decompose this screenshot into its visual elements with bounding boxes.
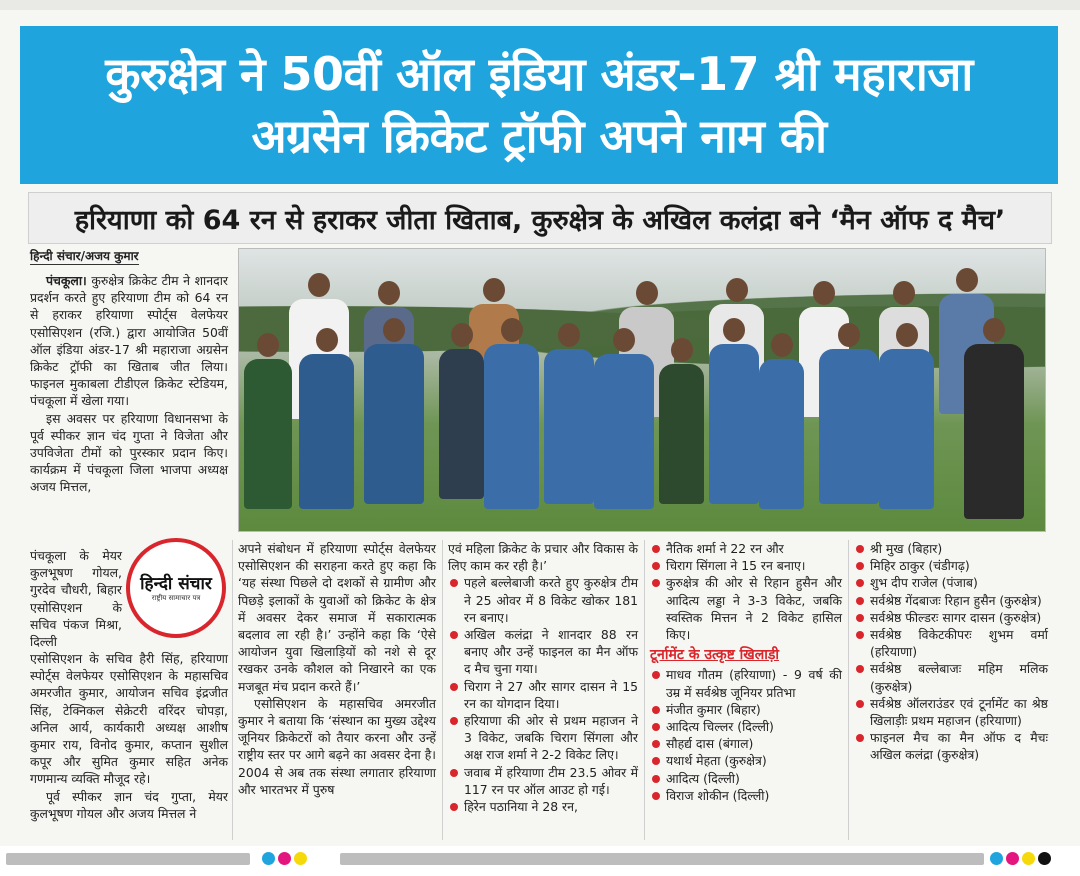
- hindi-sanchar-logo: [126, 538, 226, 638]
- player-figure: [659, 364, 704, 504]
- award-bullet: सर्वश्रेष्ठ ऑलराउंडर एवं टूर्नामेंट का श्रेष्ठ खिलाड़ीः प्रथम महाजन (हरियाणा): [854, 695, 1048, 729]
- player-figure: [759, 359, 804, 509]
- stat-bullet: हरियाणा की ओर से प्रथम महाजन ने 3 विकेट, जबकि चिराग सिंगला और अक्ष राज शर्मा ने 2-2 विकेट लिए।: [448, 712, 638, 764]
- indicator-dot[interactable]: [1038, 852, 1051, 865]
- player-figure: [594, 354, 654, 509]
- stat-bullet: हिरेन पठानिया ने 28 रन,: [448, 798, 638, 815]
- indicator-dot[interactable]: [278, 852, 291, 865]
- indicator-dot[interactable]: [1022, 852, 1035, 865]
- top-players-heading: टूर्नामेंट के उत्कृष्ट खिलाड़ी: [650, 647, 779, 664]
- stat-bullet: कुरुक्षेत्र की ओर से रिहान हुसैन और आदित्य लड्डा ने 3-3 विकेट, जबकि स्वस्तिक मित्तन ने 2 विकेट हासिल किए।: [650, 574, 842, 643]
- player-figure: [879, 349, 934, 509]
- indicator-dot[interactable]: [262, 852, 275, 865]
- award-bullet: शुभ दीप राजेल (पंजाब): [854, 574, 1048, 591]
- award-bullet: श्री मुख (बिहार): [854, 540, 1048, 557]
- player-figure: [364, 344, 424, 504]
- player-figure: [819, 349, 879, 504]
- stat-bullet: चिराग ने 27 और सागर दासन ने 15 रन का योगदान दिया।: [448, 678, 638, 712]
- paragraph-4: पूर्व स्पीकर ज्ञान चंद गुप्ता, मेयर कुलभूषण गोयल और अजय मित्तल ने: [30, 788, 228, 821]
- column-1-upper: [30, 272, 228, 496]
- headline-line-2: अग्रसेन क्रिकेट ट्रॉफी अपने नाम की: [251, 109, 827, 163]
- subheadline-box: [28, 192, 1052, 244]
- player-figure: [544, 349, 594, 504]
- column-2: [238, 540, 436, 798]
- player-bullet: आदित्य चिल्लर (दिल्ली): [650, 718, 842, 735]
- stat-bullet: चिराग सिंगला ने 15 रन बनाए।: [650, 557, 842, 574]
- page-scrollbar-right[interactable]: [340, 853, 984, 865]
- paragraph-1: [30, 272, 228, 410]
- column-divider: [644, 540, 645, 840]
- indicator-dot[interactable]: [1006, 852, 1019, 865]
- column-divider: [848, 540, 849, 840]
- award-bullet: मिहिर ठाकुर (चंडीगढ़): [854, 557, 1048, 574]
- player-bullet: मंजीत कुमार (बिहार): [650, 701, 842, 718]
- column-3: [448, 540, 638, 815]
- column-3-intro: एवं महिला क्रिकेट के प्रचार और विकास के लिए काम कर रही है।’: [448, 541, 638, 574]
- player-bullet: माधव गौतम (हरियाणा) - 9 वर्ष की उम्र में सर्वश्रेष्ठ जूनियर प्रतिभा: [650, 666, 842, 700]
- logo-name: हिन्दी संचार: [140, 573, 212, 594]
- indicator-dot[interactable]: [294, 852, 307, 865]
- headline-banner: [20, 26, 1058, 184]
- award-bullet: सर्वश्रेष्ठ गेंदबाजः रिहान हुसैन (कुरुक्षेत्र): [854, 592, 1048, 609]
- byline: हिन्दी संचार/अजय कुमार: [30, 249, 139, 263]
- stat-bullet: अखिल कलंद्रा ने शानदार 88 रन बनाए और उन्हें फाइनल का मैन ऑफ द मैच चुना गया।: [448, 626, 638, 678]
- stat-bullet: पहले बल्लेबाजी करते हुए कुरुक्षेत्र टीम ने 25 ओवर में 8 विकेट खोकर 181 रन बनाए।: [448, 574, 638, 626]
- column-1-beside-logo: [30, 547, 122, 650]
- previous-article-strip: [0, 0, 1080, 10]
- column-2-paragraph-2: एसोसिएशन के महासचिव अमरजीत कुमार ने बताया कि ‘संस्थान का मुख्य उद्देश्य जूनियर क्रिकेटरों को तैयार करना और उन्हें राष्ट्रीय स्तर पर आगे बढ़ने का अवसर देना है। 2004 से अब तक संस्था लगातार हरियाणा और भारतभर में पुरुष: [238, 695, 436, 797]
- page-indicator-dots-right[interactable]: [990, 852, 1051, 865]
- player-bullet: यथार्थ मेहता (कुरुक्षेत्र): [650, 752, 842, 769]
- column-1-lower: [30, 650, 228, 822]
- page-scrollbar-left[interactable]: [6, 853, 250, 865]
- player-figure: [244, 359, 292, 509]
- stat-bullet: नैतिक शर्मा ने 22 रन और: [650, 540, 842, 557]
- page-indicator-dots-left[interactable]: [262, 852, 307, 865]
- column-divider: [232, 540, 233, 840]
- player-figure: [299, 354, 354, 509]
- player-figure: [439, 349, 484, 499]
- award-bullet: फाइनल मैच का मैन ऑफ द मैचः अखिल कलंद्रा (कुरुक्षेत्र): [854, 729, 1048, 763]
- column-5: [854, 540, 1048, 764]
- award-bullet: सर्वश्रेष्ठ विकेटकीपरः शुभम वर्मा (हरियाणा): [854, 626, 1048, 660]
- paragraph-3b: एसोसिएशन के सचिव हैरी सिंह, हरियाणा स्पोर्ट्स वेलफेयर एसोसिएशन के महासचिव अमरजीत कुमार, आयोजन सचिव इंद्रजीत सिंह, टेक्निकल सेक्रेटरी वरिंदर चोपड़ा, अनिल आर्य, कार्यकारी अध्यक्ष आशीष कुमार राय, विनोद कुमार, कप्तान सुशील कपूर और सुमित कुमार सहित अनेक गणमान्य व्यक्ति मौजूद रहे।: [30, 651, 228, 787]
- dateline: पंचकूला।: [46, 273, 87, 288]
- award-bullet: सर्वश्रेष्ठ फील्डरः सागर दासन (कुरुक्षेत्र): [854, 609, 1048, 626]
- logo-tagline: राष्ट्रीय सामाचार पत्र: [151, 593, 201, 602]
- team-photo: [238, 248, 1046, 532]
- column-4: [650, 540, 842, 804]
- player-bullet: विराज शोकीन (दिल्ली): [650, 787, 842, 804]
- player-figure: [709, 344, 759, 504]
- subheadline: हरियाणा को 64 रन से हराकर जीता खिताब, कुरुक्षेत्र के अखिल कलंद्रा बने ‘मैन ऑफ द मैच’: [74, 204, 1006, 236]
- award-bullet: सर्वश्रेष्ठ बल्लेबाजः महिम मलिक (कुरुक्षेत्र): [854, 660, 1048, 694]
- player-bullet: आदित्य (दिल्ली): [650, 770, 842, 787]
- player-figure: [964, 344, 1024, 519]
- paragraph-3a: पंचकूला के मेयर कुलभूषण गोयल, गुरदेव चौधरी, बिहार एसोसिएशन के सचिव पंकज मिश्रा, दिल्ली: [30, 548, 122, 650]
- paragraph-1-text: कुरुक्षेत्र क्रिकेट टीम ने शानदार प्रदर्शन करते हुए हरियाणा टीम को 64 रन से हराकर हरियाणा स्पोर्ट्स वेलफेयर एसोसिएशन (रजि.) द्वारा आयोजित 50वीं ऑल इंडिया अंडर-17 श्री महाराजा अग्रसेन क्रिकेट ट्रॉफी का खिताब जीत लिया। फाइनल मुकाबला टीडीएल क्रिकेट स्टेडियम, पंचकूला में खेला गया।: [30, 273, 228, 409]
- stat-bullet: जवाब में हरियाणा टीम 23.5 ओवर में 117 रन पर ऑल आउट हो गई।: [448, 764, 638, 798]
- column-divider: [442, 540, 443, 840]
- paragraph-2: इस अवसर पर हरियाणा विधानसभा के पूर्व स्पीकर ज्ञान चंद गुप्ता ने विजेता और उपविजेता टीमों को पुरस्कार प्रदान किए। कार्यक्रम में पंचकूला जिला भाजपा अध्यक्ष अजय मित्तल,: [30, 410, 228, 495]
- indicator-dot[interactable]: [990, 852, 1003, 865]
- player-figure: [484, 344, 539, 509]
- column-2-paragraph-1: अपने संबोधन में हरियाणा स्पोर्ट्स वेलफेयर एसोसिएशन की सराहना करते हुए कहा कि ‘यह संस्था पिछले दो दशकों से ग्रामीण और पिछड़े इलाकों के युवाओं को क्रिकेट के क्षेत्र में अवसर देकर समाज में सकारात्मक बदलाव ला रही है।’ उन्होंने कहा कि ‘ऐसे आयोजन युवा खिलाड़ियों को नशे से दूर रखकर उनके कौशल को निखारने का एक मजबूत मंच प्रदान करते हैं।’: [238, 541, 436, 694]
- player-bullet: सौहर्द्य दास (बंगाल): [650, 735, 842, 752]
- headline-line-1: कुरुक्षेत्र ने 50वीं ऑल इंडिया अंडर-17 श्री महाराजा: [105, 47, 973, 101]
